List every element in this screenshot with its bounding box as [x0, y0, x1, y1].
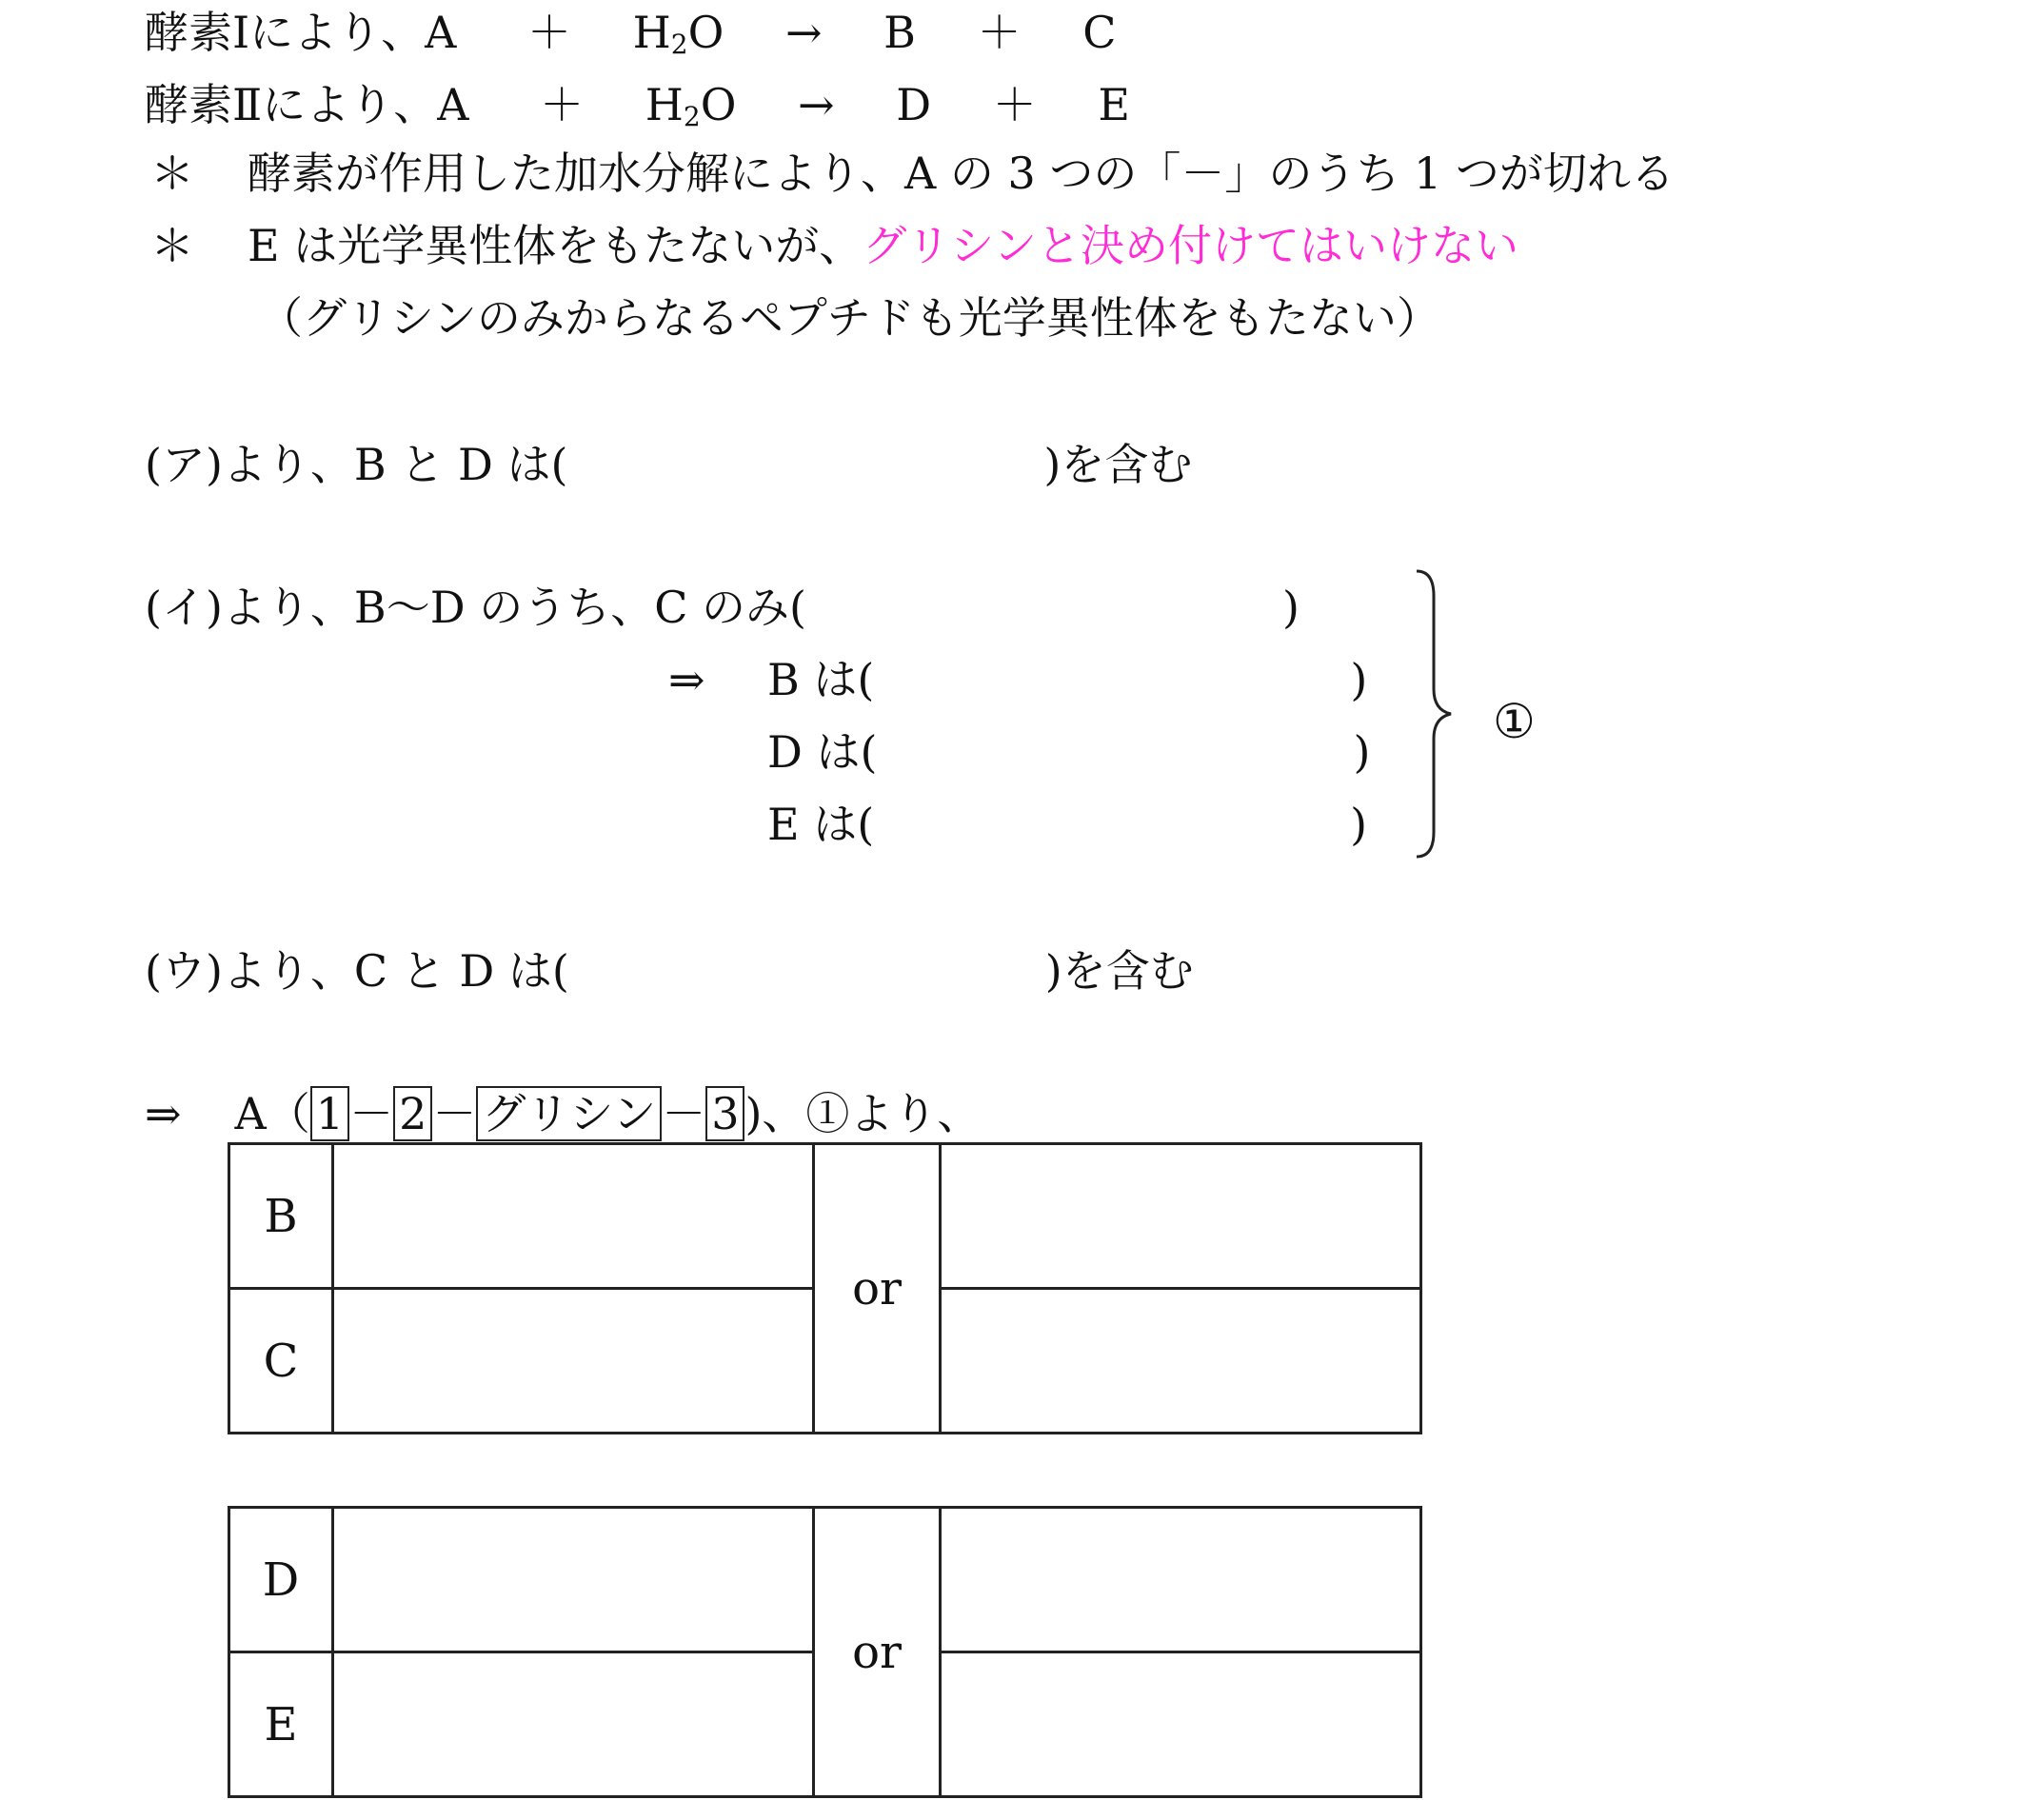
or-label: or [814, 1144, 941, 1434]
answer-table-bc [228, 1142, 1422, 1434]
section-i [145, 579, 1300, 636]
answer-cell [333, 1144, 814, 1289]
note-2-text: E は光学異性体をもたないが、 [248, 220, 863, 271]
close-paren: ) [1353, 726, 1371, 778]
section-a [145, 436, 1192, 493]
note-1-text: 酵素が作用した加水分解により、A の 3 つの「－」のうち 1 つが切れる [248, 148, 1675, 199]
note-2-sub: （グリシンのみからなるペプチドも光学異性体をもたない） [259, 292, 1440, 344]
bond-dash: － [349, 1088, 394, 1139]
answer-table-de [228, 1506, 1422, 1798]
answer-cell [333, 1652, 814, 1797]
plus-sign: ＋ [977, 7, 1022, 58]
product-b: B [883, 7, 916, 58]
reaction-1 [145, 4, 1116, 73]
arrow: → [798, 79, 835, 130]
peptide-a: A [234, 1088, 267, 1139]
implication-arrow: ⇒ [668, 654, 705, 705]
reaction-2-label: 酵素Ⅱにより、 [145, 79, 438, 130]
row-d-label: D は( [767, 726, 878, 778]
answer-cell [333, 1289, 814, 1434]
water: $H_2O$ [645, 79, 737, 132]
row-d [767, 723, 1370, 781]
row-label-b: B [229, 1144, 333, 1289]
section-a-prefix: (ア)より、B と D は( [145, 439, 568, 490]
answer-cell [941, 1289, 1421, 1434]
plus-sign: ＋ [527, 7, 572, 58]
section-u [145, 942, 1194, 999]
bond-dash: － [662, 1088, 706, 1139]
section-u-suffix: )を含む [1044, 945, 1194, 997]
arrow: → [784, 7, 823, 58]
section-i-prefix: (イ)より、B～D のうち、C のみ( [145, 582, 806, 633]
row-e-label: E は( [767, 799, 875, 850]
reactant-a: A [437, 79, 469, 130]
product-d: D [896, 79, 932, 130]
asterisk-mark: ＊ [150, 148, 194, 199]
conclusion-tail: )、①より、 [744, 1088, 982, 1139]
close-paren: ) [1281, 582, 1300, 633]
or-label: or [814, 1508, 941, 1797]
close-paren: ) [1350, 654, 1368, 705]
ref-mark-1: ① [1493, 694, 1536, 749]
residue-box-3: 3 [705, 1086, 744, 1141]
open-paren: （ [266, 1088, 310, 1139]
warning-highlight: グリシンと決め付けてはいけない [863, 220, 1519, 271]
water: $H_2O$ [632, 7, 724, 60]
close-paren: ) [1350, 799, 1368, 850]
implication-arrow: ⇒ [145, 1088, 182, 1139]
section-a-suffix: )を含む [1043, 439, 1193, 490]
row-label-e: E [229, 1652, 333, 1797]
product-e: E [1098, 79, 1130, 130]
row-label-c: C [229, 1289, 333, 1434]
note-1 [150, 145, 1675, 202]
answer-cell [941, 1144, 1421, 1289]
row-e [767, 796, 1367, 853]
plus-sign: ＋ [992, 79, 1037, 130]
reaction-2 [145, 76, 1130, 146]
product-c: C [1082, 7, 1117, 58]
conclusion [145, 1085, 981, 1142]
bond-dash: － [432, 1088, 477, 1139]
curly-brace-icon [1409, 567, 1466, 862]
residue-box-1: 1 [310, 1086, 349, 1141]
reaction-1-label: 酵素Ⅰにより、 [145, 7, 426, 58]
row-label-d: D [229, 1508, 333, 1652]
answer-cell [333, 1508, 814, 1652]
row-b-label: B は( [767, 654, 875, 705]
residue-box-2: 2 [393, 1086, 432, 1141]
glycine-box: グリシン [476, 1086, 662, 1141]
row-b [767, 651, 1367, 708]
asterisk-mark: ＊ [150, 220, 194, 271]
answer-cell [941, 1508, 1421, 1652]
plus-sign: ＋ [540, 79, 585, 130]
answer-cell [941, 1652, 1421, 1797]
note-2 [150, 217, 1518, 274]
reactant-a: A [425, 7, 457, 58]
section-u-prefix: (ウ)より、C と D は( [145, 945, 569, 997]
